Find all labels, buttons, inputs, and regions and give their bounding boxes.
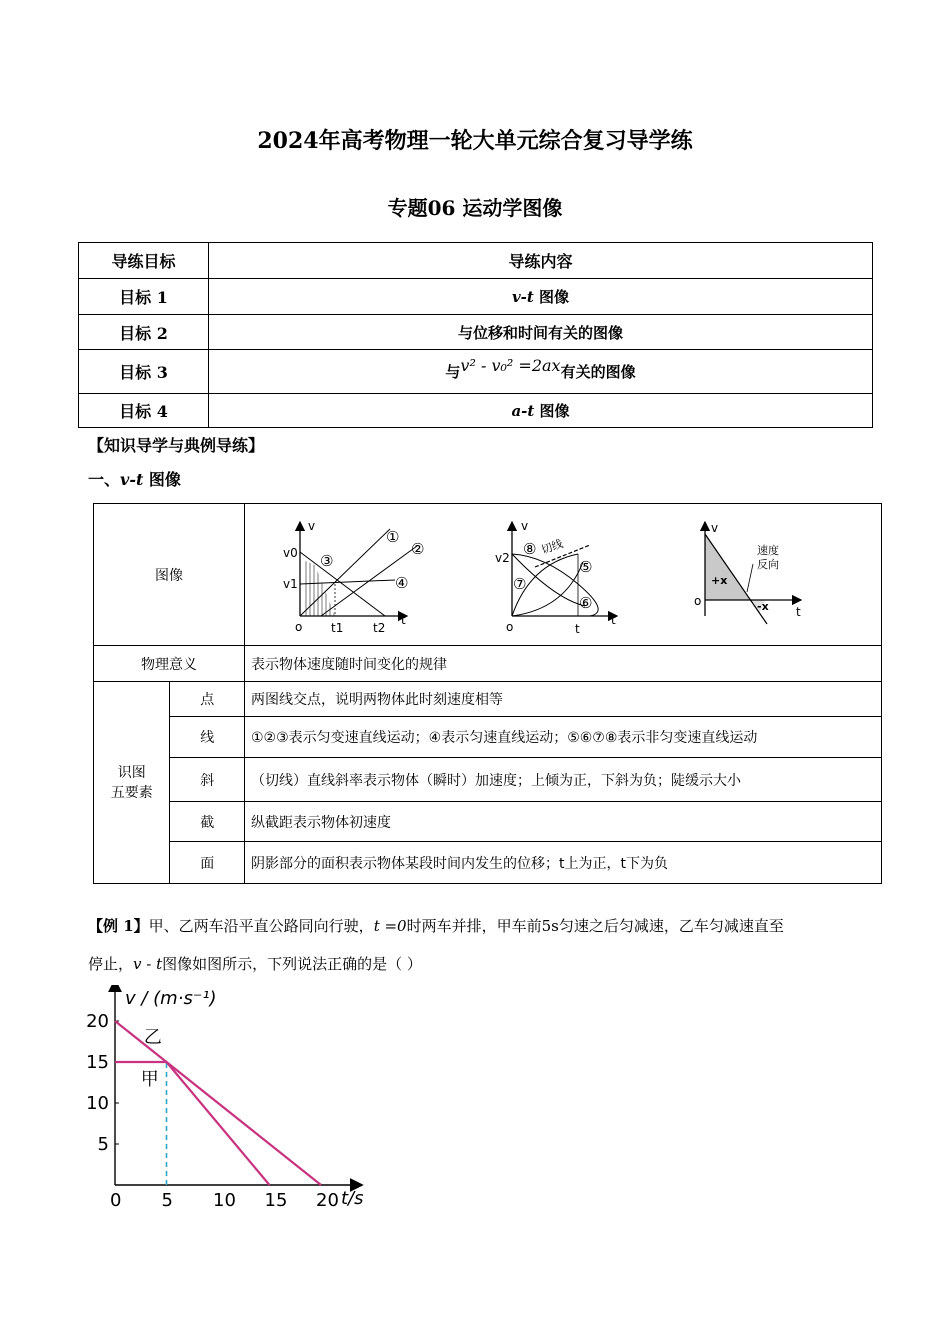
graph-2-v-label: v	[521, 519, 529, 533]
graph-3-pointer	[747, 564, 753, 592]
graph-1-t-label: t	[401, 613, 406, 627]
graph-2-v2-label: v2	[495, 551, 510, 565]
vt-element-row	[94, 842, 882, 884]
vt-element-row	[94, 717, 882, 758]
graph-1-v0-label: v0	[283, 546, 298, 560]
graph-2-circle-7: ⑦	[513, 575, 527, 593]
x-axis-label: t/s	[341, 1188, 364, 1209]
graph-1-circle-2: ②	[411, 540, 425, 558]
example-1-text-a: 甲、乙两车沿平直公路同向行驶，	[148, 917, 374, 935]
section-heading: 【知识导学与典例导练】	[88, 436, 265, 455]
graph-3-reverse-label: 反向	[757, 558, 779, 571]
vt-image-row	[94, 504, 882, 646]
graph-2-circle-6: ⑥	[579, 594, 593, 612]
goal-text: 图像	[534, 402, 570, 420]
example-1-5s: 5s	[541, 917, 559, 935]
goal-content	[209, 394, 873, 428]
graph-2-t-bottom: t	[575, 622, 580, 636]
goal-label: 目标 4	[79, 394, 209, 428]
vt-element-text: 纵截距表示物体初速度	[245, 802, 882, 842]
graph-1-v1-label: v1	[283, 577, 298, 591]
graph-1-t1-label: t1	[331, 621, 344, 635]
vt-element-text: 阴影部分的面积表示物体某段时间内发生的位移；t上为正，t下为负	[245, 842, 882, 884]
graph-1-circle-3: ③	[320, 552, 334, 570]
graph-2-circle-8: ⑧	[523, 540, 537, 558]
section-1-prefix: 一、	[88, 470, 121, 489]
graph-3-speed-label: 速度	[757, 544, 779, 557]
section-1-var: v-t	[120, 470, 144, 489]
graph-3	[694, 521, 801, 624]
goal-label: 目标 1	[79, 279, 209, 315]
graph-1-t2-label: t2	[373, 621, 386, 635]
vt-element-name: 面	[170, 842, 245, 884]
x-tick-label: 15	[264, 1190, 288, 1211]
graph-2	[495, 519, 617, 636]
x-tick-label: 0	[110, 1190, 122, 1211]
goal-prefix: 与	[445, 363, 461, 381]
chart-root	[86, 985, 363, 1211]
y-tick-label: 10	[86, 1093, 109, 1114]
x-tick-label: 20	[316, 1190, 339, 1211]
five-elements-line-1: 识图	[117, 764, 146, 781]
graph-1-origin: o	[295, 620, 303, 634]
goals-row	[79, 350, 873, 394]
goals-header-goal: 导练目标	[79, 243, 209, 279]
vt-element-row	[94, 758, 882, 802]
vt-meaning-text: 表示物体速度随时间变化的规律	[245, 646, 882, 682]
goal-var: v-t	[511, 288, 534, 306]
vt-element-name: 线	[170, 717, 245, 758]
goals-header-content: 导练内容	[209, 243, 873, 279]
goals-row	[79, 315, 873, 350]
graph-3-v-label: v	[711, 521, 719, 535]
example-1-text-d: 停止，	[88, 955, 134, 973]
example-1-line-1	[88, 915, 868, 937]
goal-label: 目标 3	[79, 350, 209, 394]
vt-image-label: 图像	[94, 504, 245, 646]
example-1-label: 【例 1】	[88, 917, 149, 935]
vt-element-row	[94, 682, 882, 717]
graph-2-origin: o	[506, 620, 514, 634]
graph-1-v-label: v	[308, 519, 316, 533]
goals-table	[78, 242, 873, 428]
series-label-yi: 乙	[143, 1027, 162, 1049]
goal-content	[209, 350, 873, 394]
graph-2-circle-5: ⑤	[579, 558, 593, 576]
goals-row	[79, 279, 873, 315]
y-tick-label: 5	[97, 1134, 109, 1155]
series-label-jia: 甲	[140, 1068, 159, 1090]
vt-graphs-cell	[245, 504, 882, 646]
graph-1-circle-4: ④	[395, 574, 409, 592]
goals-row	[79, 394, 873, 428]
example-1-text-e: 图像如图所示，下列说法正确的是（ ）	[162, 955, 422, 973]
example-1-line-2	[88, 953, 868, 975]
vt-element-row	[94, 802, 882, 842]
x-tick-label: 5	[161, 1190, 173, 1211]
graph-3-t-label: t	[796, 605, 801, 619]
goal-text: 图像	[533, 288, 570, 306]
graph-2-tangent-label: 切线	[539, 537, 565, 557]
series-line-jia	[115, 1062, 270, 1185]
vt-meaning-row	[94, 646, 882, 682]
y-tick-label: 20	[86, 1011, 109, 1032]
doc-subtitle: 专题06 运动学图像	[387, 196, 563, 220]
graph-3-minus-x: -x	[757, 600, 769, 613]
vt-meaning-label: 物理意义	[94, 646, 245, 682]
graph-1-circle-1: ①	[386, 528, 400, 546]
example-1-text-c: 匀速之后匀减速，乙车匀减速直至	[558, 917, 784, 935]
x-tick-label: 10	[213, 1190, 236, 1211]
vt-element-name: 斜	[170, 758, 245, 802]
section-1-text: 图像	[143, 470, 181, 489]
example-1-chart	[80, 985, 380, 1215]
goal-content	[209, 279, 873, 315]
vt-five-elements-label	[94, 682, 170, 884]
vt-element-text: （切线）直线斜率表示物体（瞬时）加速度；上倾为正，下斜为负；陡缓示大小	[245, 758, 882, 802]
five-elements-line-2: 五要素	[110, 784, 153, 801]
vt-element-text: ①②③表示匀变速直线运动；④表示匀速直线运动；⑤⑥⑦⑧表示非匀变速直线运动	[245, 717, 882, 758]
graph-3-plus-x: +x	[711, 574, 728, 587]
vt-element-text: 两图线交点，说明两物体此时刻速度相等	[245, 682, 882, 717]
vt-element-name: 点	[170, 682, 245, 717]
goal-content: 与位移和时间有关的图像	[209, 315, 873, 350]
example-1-vt: v - t	[133, 955, 163, 973]
graph-2-t-label: t	[611, 613, 616, 627]
example-1-text-b: 时两车并排，甲车前	[406, 917, 542, 935]
vt-table	[93, 503, 882, 884]
doc-title: 2024年高考物理一轮大单元综合复习导学练	[257, 128, 693, 154]
example-1-t0: t =0	[373, 917, 407, 935]
goals-header-row	[79, 243, 873, 279]
goal-suffix: 有关的图像	[560, 363, 636, 381]
goal-label: 目标 2	[79, 315, 209, 350]
vt-element-name: 截	[170, 802, 245, 842]
y-tick-label: 15	[86, 1052, 109, 1073]
section-1-heading	[88, 467, 181, 490]
graph-3-origin: o	[694, 594, 702, 608]
y-axis-label: v / (m·s⁻¹)	[125, 988, 217, 1009]
goal-var: a-t	[511, 402, 535, 420]
vt-graphs	[245, 504, 881, 641]
goal-formula: v² - v₀² =2ax	[460, 356, 561, 375]
graph-1	[283, 519, 424, 635]
